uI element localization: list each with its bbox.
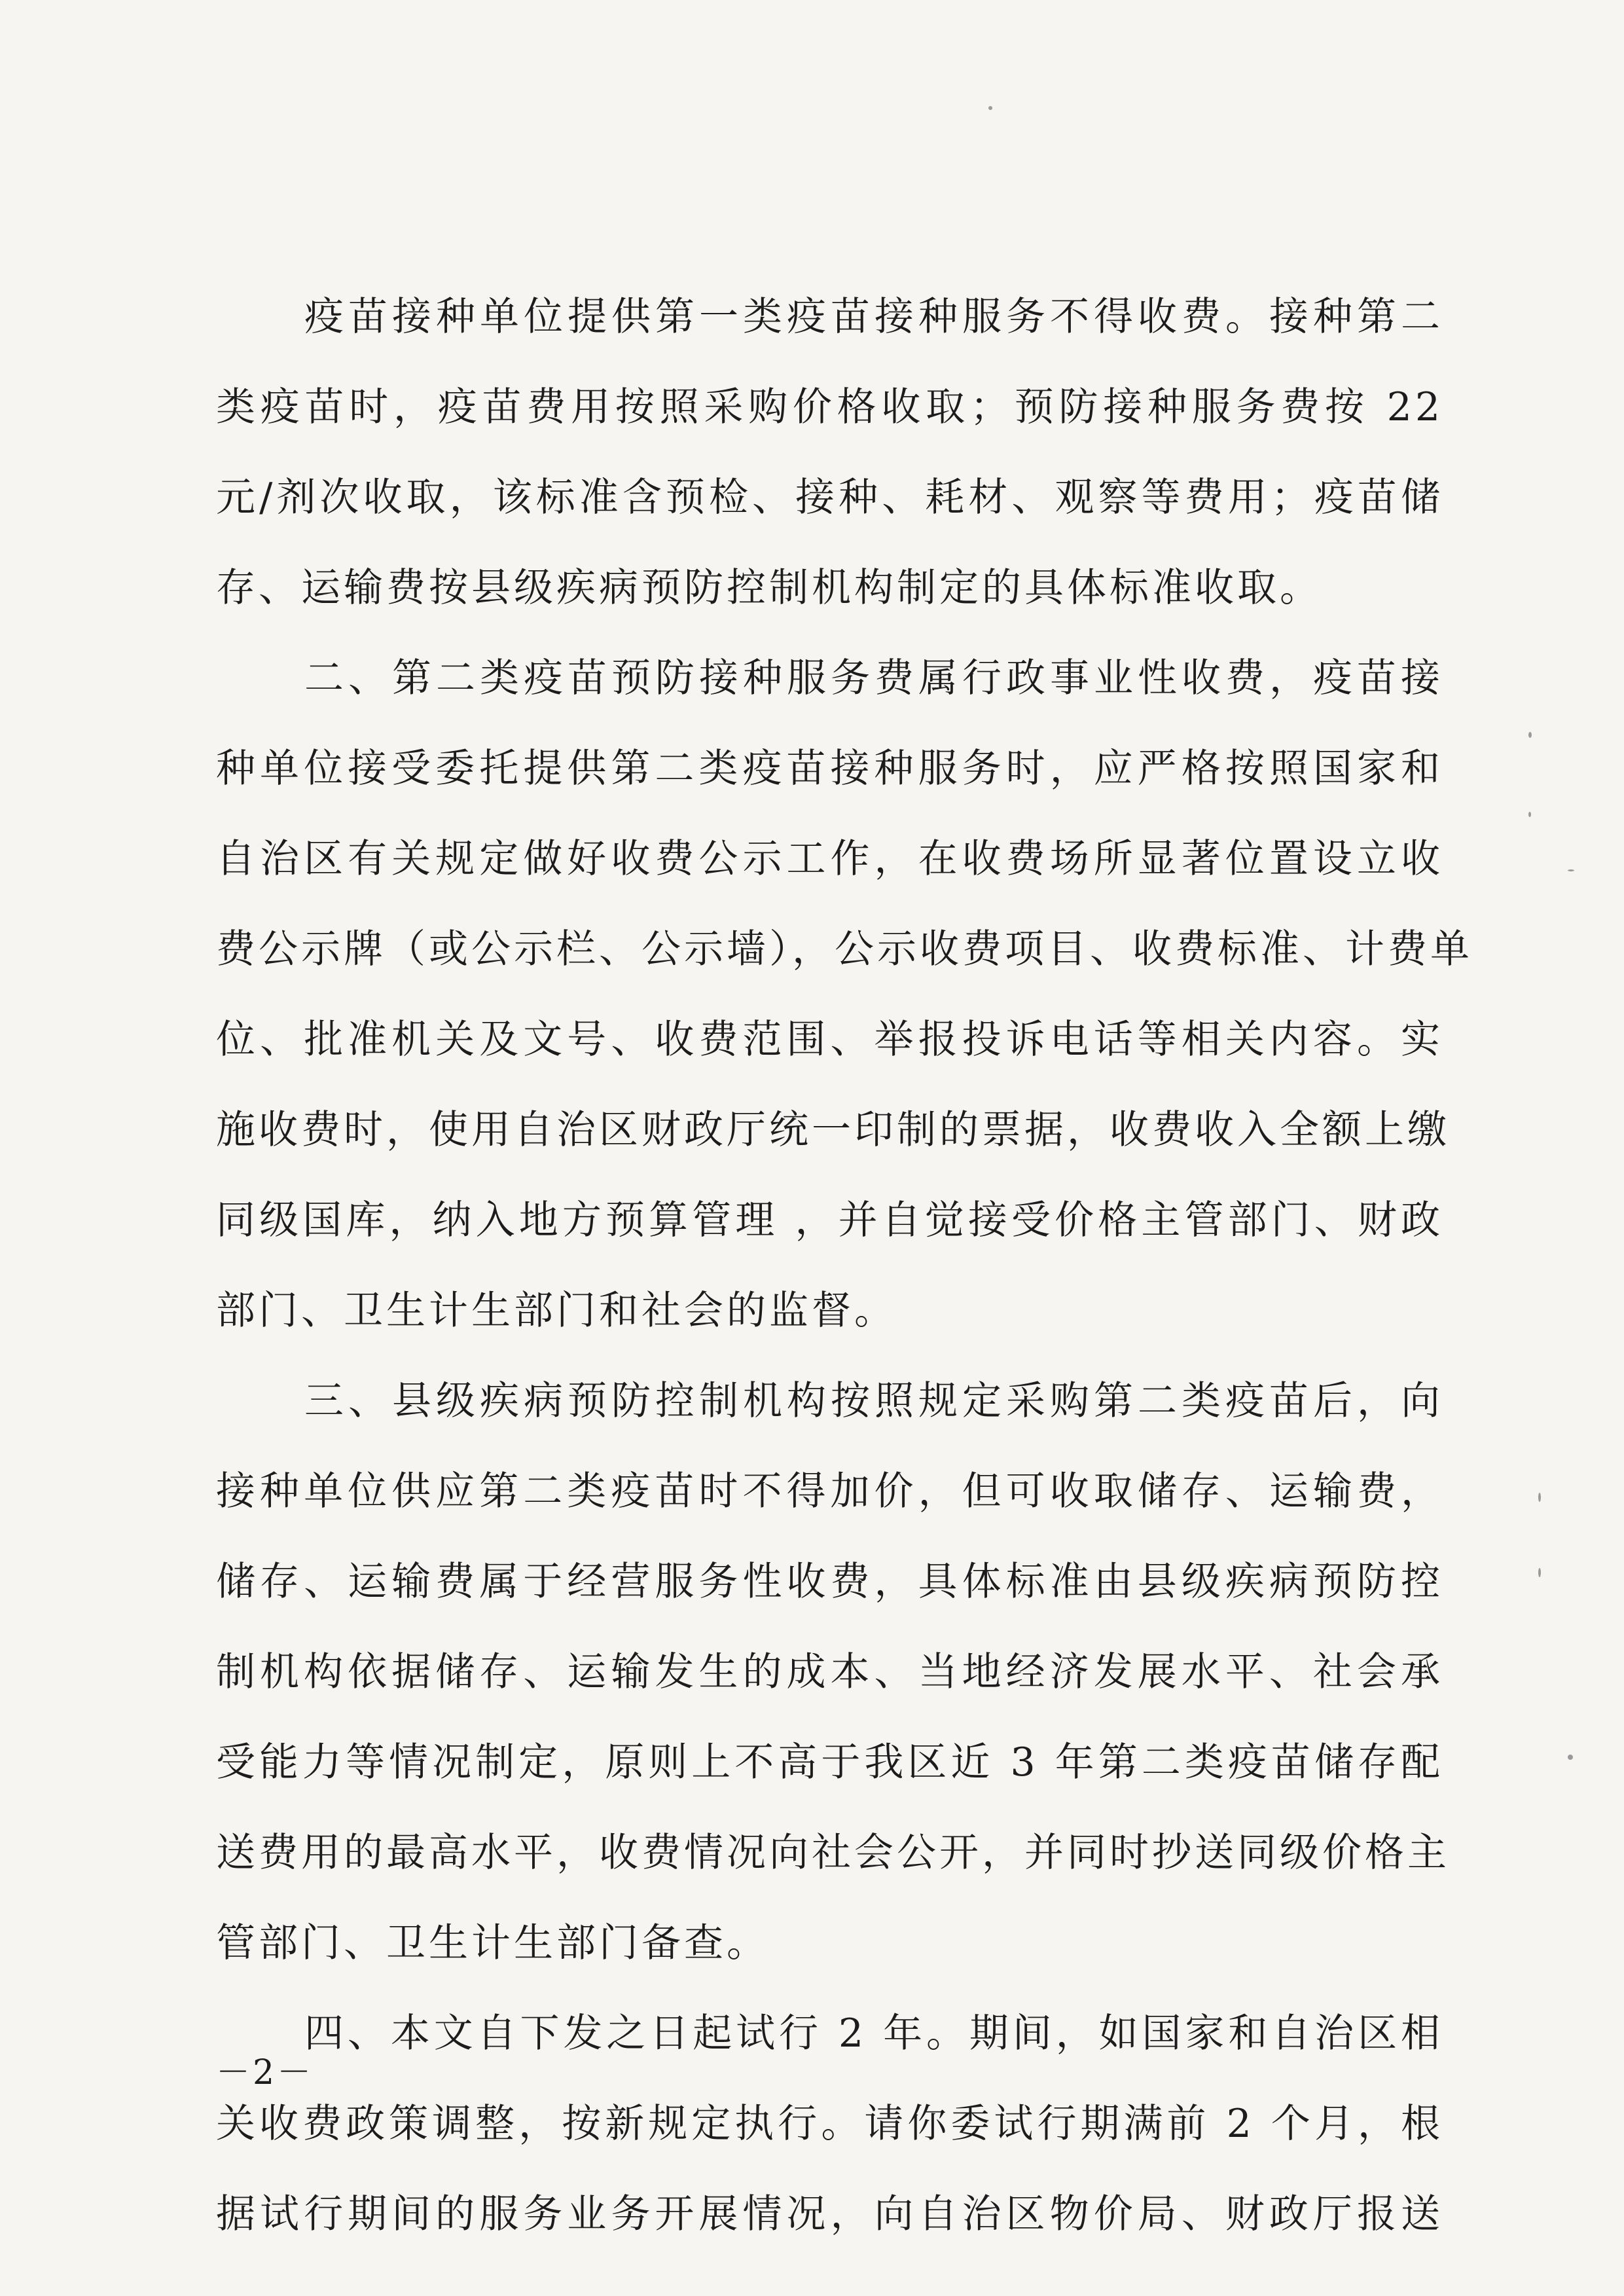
paragraph-line: 二、第二类疫苗预防接种服务费属行政事业性收费，疫苗接 (304, 655, 1443, 701)
paragraph-line: 费公示牌（或公示栏、公示墙），公示收费项目、收费标准、计费单 (216, 926, 1473, 972)
paragraph-line: 类疫苗时，疫苗费用按照采购价格收取；预防接种服务费按 22 (216, 384, 1443, 430)
paragraph-line: 储存、运输费属于经营服务性收费，具体标准由县级疾病预防控 (216, 1559, 1443, 1605)
paragraph-line: 接种单位供应第二类疫苗时不得加价，但可收取储存、运输费， (216, 1468, 1443, 1514)
scan-speck (1538, 1493, 1541, 1502)
document-body (216, 272, 1473, 2259)
scan-speck (1528, 812, 1531, 817)
paragraph-line: 施收费时，使用自治区财政厅统一印制的票据，收费收入全额上缴 (216, 1107, 1450, 1153)
paragraph-line: 受能力等情况制定，原则上不高于我区近 3 年第二类疫苗储存配 (216, 1740, 1443, 1785)
paragraph-line: 三、县级疾病预防控制机构按照规定采购第二类疫苗后，向 (304, 1378, 1443, 1424)
scan-speck (1538, 1568, 1541, 1577)
paragraph-line: 同级国库，纳入地方预算管理 ，并自觉接受价格主管部门、财政 (216, 1197, 1443, 1243)
scan-speck (988, 106, 992, 110)
paragraph-line: 四、本文自下发之日起试行 2 年。期间，如国家和自治区相 (304, 2011, 1443, 2056)
paragraph-line: 管部门、卫生计生部门备查。 (216, 1920, 769, 1966)
paragraph-line: 存、运输费按县级疾病预防控制机构制定的具体标准收取。 (216, 565, 1322, 611)
scan-speck (1568, 1755, 1573, 1760)
scan-speck (1568, 869, 1574, 871)
paragraph-line: 元/剂次收取，该标准含预检、接种、耗材、观察等费用；疫苗储 (216, 475, 1443, 520)
paragraph-line: 制机构依据储存、运输发生的成本、当地经济发展水平、社会承 (216, 1649, 1443, 1695)
paragraph-line: 位、批准机关及文号、收费范围、举报投诉电话等相关内容。实 (216, 1017, 1443, 1063)
paragraph-line: 送费用的最高水平，收费情况向社会公开，并同时抄送同级价格主 (216, 1830, 1450, 1876)
paragraph-line: 部门、卫生计生部门和社会的监督。 (216, 1288, 897, 1334)
paragraph-line: 关收费政策调整，按新规定执行。请你委试行期满前 2 个月，根 (216, 2101, 1443, 2147)
paragraph-line: 据试行期间的服务业务开展情况，向自治区物价局、财政厅报送 (216, 2191, 1443, 2237)
paragraph-line: 疫苗接种单位提供第一类疫苗接种服务不得收费。接种第二 (304, 294, 1443, 340)
paragraph-line: 自治区有关规定做好收费公示工作，在收费场所显著位置设立收 (216, 836, 1443, 882)
scan-speck (1528, 732, 1532, 738)
page-number: －2－ (216, 2053, 314, 2092)
paragraph-line: 种单位接受委托提供第二类疫苗接种服务时，应严格按照国家和 (216, 746, 1443, 792)
